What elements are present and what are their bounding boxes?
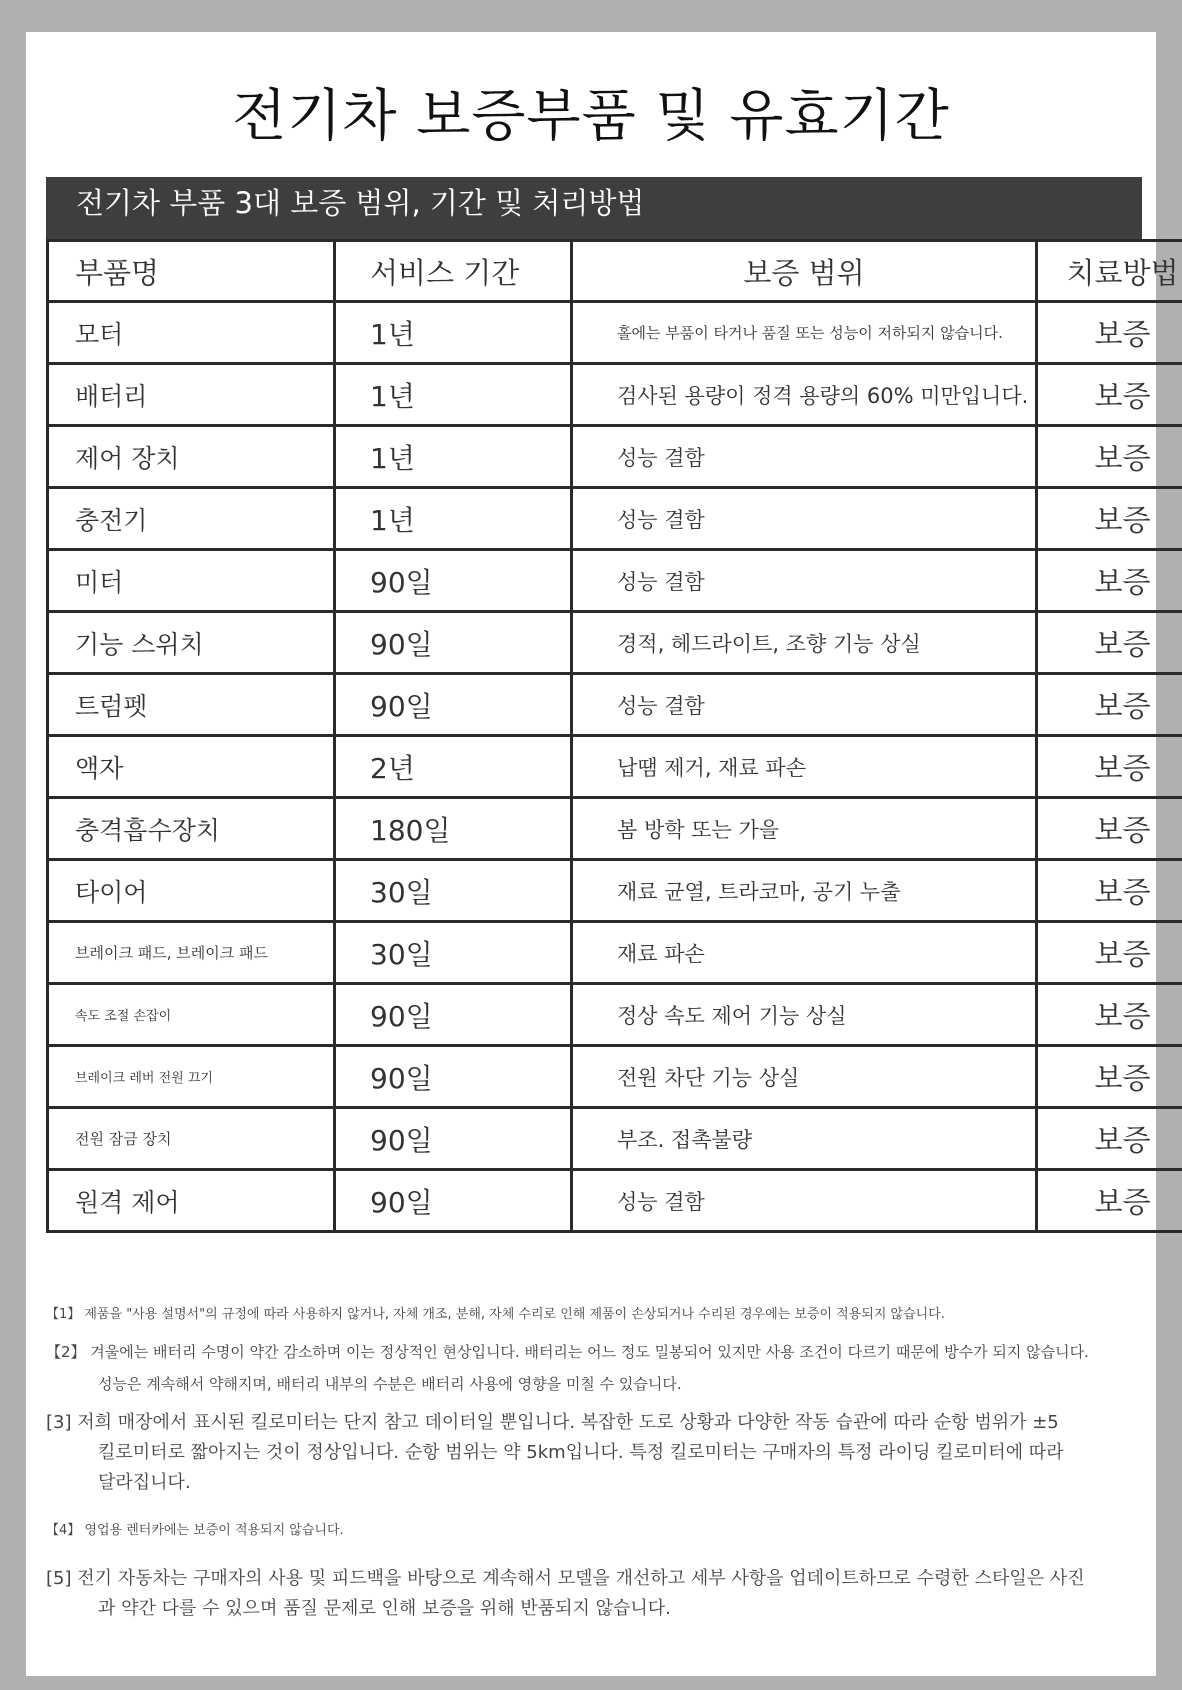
cell-part: 액자 <box>48 736 335 798</box>
table-caption: 전기차 부품 3대 보증 범위, 기간 및 처리방법 <box>46 177 1142 239</box>
table-row <box>48 302 1182 364</box>
cell-scope: 재료 파손 <box>572 922 1037 984</box>
cell-period: 90일 <box>335 1046 572 1108</box>
warranty-table <box>46 239 1182 1233</box>
cell-part: 충격흡수장치 <box>48 798 335 860</box>
cell-method: 보증 <box>1037 1170 1182 1232</box>
cell-scope: 성능 결함 <box>572 674 1037 736</box>
cell-period: 1년 <box>335 302 572 364</box>
cell-method: 보증 <box>1037 488 1182 550</box>
document-sheet <box>26 32 1179 1676</box>
note-1: 【1】 제품을 "사용 설명서"의 규정에 따라 사용하지 않거나, 자체 개조, 분해, 자체 수리로 인해 제품이 손상되거나 수리된 경우에는 보증이 적용되지 않습니다. <box>46 1307 945 1322</box>
cell-scope: 경적, 헤드라이트, 조향 기능 상실 <box>572 612 1037 674</box>
cell-part: 원격 제어 <box>48 1170 335 1232</box>
cell-part: 제어 장치 <box>48 426 335 488</box>
cell-part: 타이어 <box>48 860 335 922</box>
table-row <box>48 426 1182 488</box>
table-header-row <box>48 241 1182 302</box>
note-2-line-1: 【2】 겨울에는 배터리 수명이 약간 감소하며 이는 정상적인 현상입니다. 배터리는 어느 정도 밀봉되어 있지만 사용 조건이 다르기 때문에 방수가 되지 않습니다. <box>46 1343 1089 1361</box>
cell-part: 배터리 <box>48 364 335 426</box>
cell-period: 90일 <box>335 674 572 736</box>
cell-scope: 전원 차단 기능 상실 <box>572 1046 1037 1108</box>
cell-period: 90일 <box>335 612 572 674</box>
cell-method: 보증 <box>1037 984 1182 1046</box>
note-2-line-2: 성능은 계속해서 약해지며, 배터리 내부의 수분은 배터리 사용에 영향을 미칠 수 있습니다. <box>98 1375 682 1393</box>
cell-method: 보증 <box>1037 922 1182 984</box>
table-row <box>48 736 1182 798</box>
table-body <box>48 302 1182 1232</box>
cell-method: 보증 <box>1037 364 1182 426</box>
cell-method: 보증 <box>1037 798 1182 860</box>
cell-part: 전원 잠금 장치 <box>48 1108 335 1170</box>
cell-part: 브레이크 레버 전원 끄기 <box>48 1046 335 1108</box>
note-5-line-2: 과 약간 다를 수 있으며 품질 문제로 인해 보증을 위해 반품되지 않습니다. <box>98 1598 671 1619</box>
table-row <box>48 674 1182 736</box>
cell-period: 90일 <box>335 1170 572 1232</box>
table-row <box>48 922 1182 984</box>
note-3-line-3: 달라집니다. <box>98 1472 191 1493</box>
header-scope: 보증 범위 <box>572 241 1037 302</box>
table-row <box>48 364 1182 426</box>
note-3-line-2: 킬로미터로 짧아지는 것이 정상입니다. 순항 범위는 약 5km입니다. 특정 킬로미터는 구매자의 특정 라이딩 킬로미터에 따라 <box>98 1442 1064 1463</box>
cell-scope: 성능 결함 <box>572 1170 1037 1232</box>
cell-scope: 봄 방학 또는 가을 <box>572 798 1037 860</box>
cell-period: 1년 <box>335 488 572 550</box>
cell-scope: 홀에는 부품이 타거나 품질 또는 성능이 저하되지 않습니다. <box>572 302 1037 364</box>
table-row <box>48 984 1182 1046</box>
cell-method: 보증 <box>1037 302 1182 364</box>
cell-method: 보증 <box>1037 612 1182 674</box>
cell-part: 충전기 <box>48 488 335 550</box>
cell-period: 90일 <box>335 984 572 1046</box>
cell-scope: 정상 속도 제어 기능 상실 <box>572 984 1037 1046</box>
cell-scope: 성능 결함 <box>572 488 1037 550</box>
cell-method: 보증 <box>1037 860 1182 922</box>
cell-period: 30일 <box>335 922 572 984</box>
cell-method: 보증 <box>1037 1108 1182 1170</box>
header-part: 부품명 <box>48 241 335 302</box>
cell-period: 2년 <box>335 736 572 798</box>
cell-period: 90일 <box>335 1108 572 1170</box>
cell-part: 속도 조절 손잡이 <box>48 984 335 1046</box>
cell-method: 보증 <box>1037 426 1182 488</box>
table-row <box>48 488 1182 550</box>
cell-period: 30일 <box>335 860 572 922</box>
cell-scope: 검사된 용량이 정격 용량의 60% 미만입니다. <box>572 364 1037 426</box>
notes-section <box>46 1304 1136 1624</box>
cell-scope: 부조. 접촉불량 <box>572 1108 1037 1170</box>
cell-method: 보증 <box>1037 1046 1182 1108</box>
cell-part: 모터 <box>48 302 335 364</box>
table-row <box>48 798 1182 860</box>
cell-method: 보증 <box>1037 550 1182 612</box>
note-4: 【4】 영업용 렌터카에는 보증이 적용되지 않습니다. <box>46 1523 344 1538</box>
cell-part: 기능 스위치 <box>48 612 335 674</box>
cell-method: 보증 <box>1037 674 1182 736</box>
note-5-line-1: [5] 전기 자동차는 구매자의 사용 및 피드백을 바탕으로 계속해서 모델을 개선하고 세부 사항을 업데이트하므로 수령한 스타일은 사진 <box>46 1568 1085 1589</box>
cell-scope: 납땜 제거, 재료 파손 <box>572 736 1037 798</box>
cell-period: 90일 <box>335 550 572 612</box>
cell-scope: 재료 균열, 트라코마, 공기 누출 <box>572 860 1037 922</box>
header-method: 치료방법 <box>1037 241 1182 302</box>
header-period: 서비스 기간 <box>335 241 572 302</box>
table-row <box>48 1046 1182 1108</box>
cell-scope: 성능 결함 <box>572 426 1037 488</box>
cell-period: 180일 <box>335 798 572 860</box>
warranty-table-section <box>46 177 1179 1233</box>
cell-part: 미터 <box>48 550 335 612</box>
table-row <box>48 612 1182 674</box>
cell-period: 1년 <box>335 426 572 488</box>
cell-part: 트럼펫 <box>48 674 335 736</box>
table-row <box>48 550 1182 612</box>
table-row <box>48 1170 1182 1232</box>
table-row <box>48 1108 1182 1170</box>
page-title: 전기차 보증부품 및 유효기간 <box>232 84 950 149</box>
cell-period: 1년 <box>335 364 572 426</box>
note-3-line-1: [3] 저희 매장에서 표시된 킬로미터는 단지 참고 데이터일 뿐입니다. 복잡한 도로 상황과 다양한 작동 습관에 따라 순항 범위가 ±5 <box>46 1412 1059 1433</box>
cell-scope: 성능 결함 <box>572 550 1037 612</box>
cell-method: 보증 <box>1037 736 1182 798</box>
table-row <box>48 860 1182 922</box>
cell-part: 브레이크 패드, 브레이크 패드 <box>48 922 335 984</box>
